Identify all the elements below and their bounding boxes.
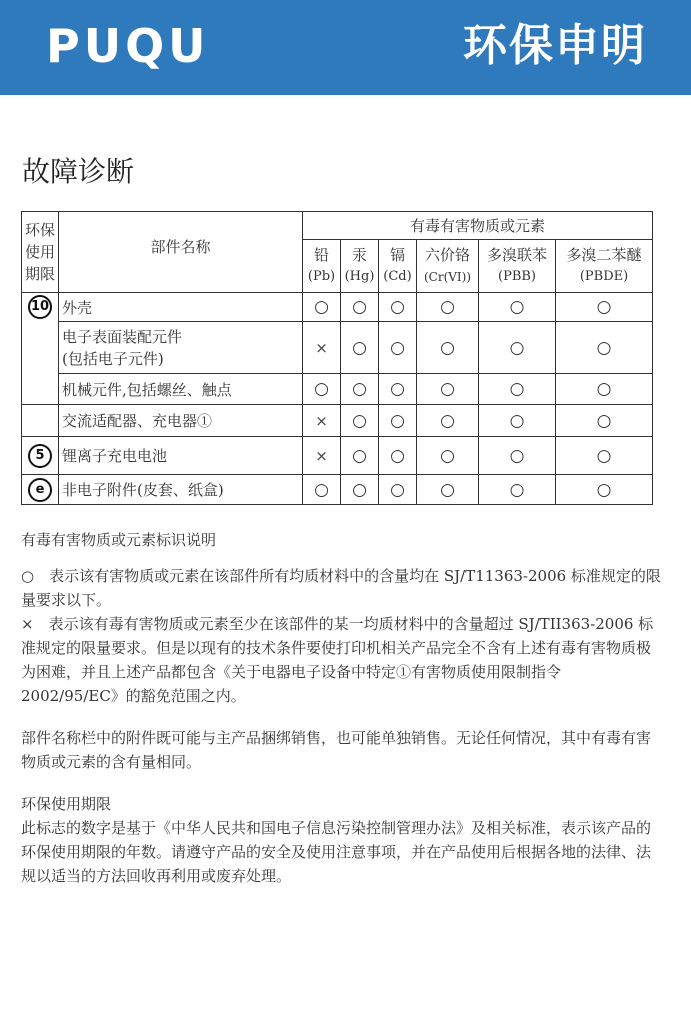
value-cell: ○ <box>379 374 417 405</box>
element-symbol: (Pb) <box>307 269 336 284</box>
header-substances: 有毒有害物质或元素 <box>303 212 653 240</box>
value-cell: ○ <box>417 374 479 405</box>
table-row <box>22 437 653 475</box>
value-cell: ○ <box>379 437 417 475</box>
header-period-line: 期限 <box>24 265 55 283</box>
value-cell: ○ <box>379 322 417 374</box>
value-cell: ○ <box>341 322 379 374</box>
element-name: 镉 <box>389 246 405 264</box>
table-row <box>22 293 653 322</box>
value-cell: ○ <box>303 475 341 505</box>
element-symbol: (Hg) <box>344 269 375 284</box>
part-name <box>59 322 303 374</box>
value-cell: ○ <box>417 322 479 374</box>
value-cell: × <box>303 322 341 374</box>
header-part-name: 部件名称 <box>59 212 303 293</box>
element-symbol: (PBDE) <box>579 269 629 284</box>
circle-note: ○ 表示该有害物质或元素在该部件所有均质材料中的含量均在 SJ/T11363-2006 标准规定的限量要求以下。 <box>21 567 661 609</box>
value-cell: ○ <box>379 405 417 437</box>
element-name: 多溴联苯 <box>486 246 547 264</box>
element-name: 铅 <box>313 246 329 264</box>
value-cell: ○ <box>556 475 653 505</box>
element-header-cd <box>379 240 417 293</box>
value-cell: ○ <box>479 475 556 505</box>
brand-logo: PUQU <box>46 19 210 73</box>
element-header-pbb <box>479 240 556 293</box>
notes-section <box>21 528 661 888</box>
part-name: 非电子附件(皮套、纸盒) <box>59 475 303 505</box>
value-cell: × <box>303 437 341 475</box>
value-cell: ○ <box>341 293 379 322</box>
element-header-pbde <box>556 240 653 293</box>
value-cell: ○ <box>417 293 479 322</box>
period-10-icon: 10 <box>28 295 52 319</box>
period-cell-5 <box>22 437 59 475</box>
value-cell: ○ <box>479 293 556 322</box>
value-cell: ○ <box>556 322 653 374</box>
element-header-hg <box>341 240 379 293</box>
header-period-line: 使用 <box>24 243 55 261</box>
cross-note: × 表示该有毒有害物质或元素至少在该部件的某一均质材料中的含量超过 SJ/TII363-2006 标准规定的限量要求。但是以现有的技术条件要使打印机相关产品完全不含有上述有毒有害物质极为困难，并且上述产品都包含《关于电器电子设备中特定①有害物质使用限制指令 2002/95/EC》的豁免范围之内。 <box>21 615 654 705</box>
part-name: 交流适配器、充电器① <box>59 405 303 437</box>
element-name: 六价铬 <box>424 246 470 264</box>
element-header-pb <box>303 240 341 293</box>
value-cell: ○ <box>341 437 379 475</box>
table-row <box>22 475 653 505</box>
value-cell: ○ <box>556 405 653 437</box>
period-cell-10 <box>22 293 59 405</box>
period-e-icon: e <box>28 478 52 502</box>
header-bar <box>0 0 691 95</box>
value-cell: ○ <box>479 405 556 437</box>
part-name-line: 电子表面装配元件 <box>62 327 183 346</box>
value-cell: ○ <box>379 475 417 505</box>
accessory-note: 部件名称栏中的附件既可能与主产品捆绑销售，也可能单独销售。无论任何情况，其中有毒有害物质或元素的含有量相同。 <box>21 729 652 771</box>
value-cell: ○ <box>417 475 479 505</box>
part-name-sub: (包括电子元件) <box>62 349 164 368</box>
table-header-row <box>22 212 653 240</box>
period-title: 环保使用期限 <box>21 795 112 813</box>
table-row <box>22 322 653 374</box>
value-cell: ○ <box>303 374 341 405</box>
header-period <box>22 212 59 293</box>
value-cell: ○ <box>341 374 379 405</box>
part-name: 机械元件,包括螺丝、触点 <box>59 374 303 405</box>
header-title: 环保申明 <box>463 20 647 71</box>
value-cell: ○ <box>341 475 379 505</box>
value-cell: ○ <box>379 293 417 322</box>
element-symbol: (Cd) <box>383 269 412 284</box>
value-cell: ○ <box>556 437 653 475</box>
header-period-line: 环保 <box>24 221 55 239</box>
period-cell-empty <box>22 405 59 437</box>
part-name: 外壳 <box>59 293 303 322</box>
hazardous-substances-table <box>21 211 653 505</box>
element-header-cr <box>417 240 479 293</box>
element-symbol: (Cr(VI)) <box>423 270 472 284</box>
period-5-icon: 5 <box>28 444 52 468</box>
element-name: 多溴二苯醚 <box>566 246 642 264</box>
value-cell: ○ <box>479 322 556 374</box>
value-cell: ○ <box>556 293 653 322</box>
value-cell: × <box>303 405 341 437</box>
period-cell-e <box>22 475 59 505</box>
value-cell: ○ <box>479 437 556 475</box>
legend-title: 有毒有害物质或元素标识说明 <box>21 531 217 549</box>
value-cell: ○ <box>479 374 556 405</box>
period-note: 此标志的数字是基于《中华人民共和国电子信息污染控制管理办法》及相关标准，表示该产品的环保使用期限的年数。请遵守产品的安全及使用注意事项，并在产品使用后根据各地的法律、法规以适当的方法回收再利用或废弃处理。 <box>21 819 652 885</box>
table-row <box>22 374 653 405</box>
section-title: 故障诊断 <box>22 155 135 188</box>
element-name: 汞 <box>351 246 367 264</box>
part-name: 锂离子充电电池 <box>59 437 303 475</box>
value-cell: ○ <box>417 405 479 437</box>
value-cell: ○ <box>303 293 341 322</box>
table-row <box>22 405 653 437</box>
value-cell: ○ <box>417 437 479 475</box>
value-cell: ○ <box>556 374 653 405</box>
element-symbol: (PBB) <box>498 269 536 284</box>
value-cell: ○ <box>341 405 379 437</box>
